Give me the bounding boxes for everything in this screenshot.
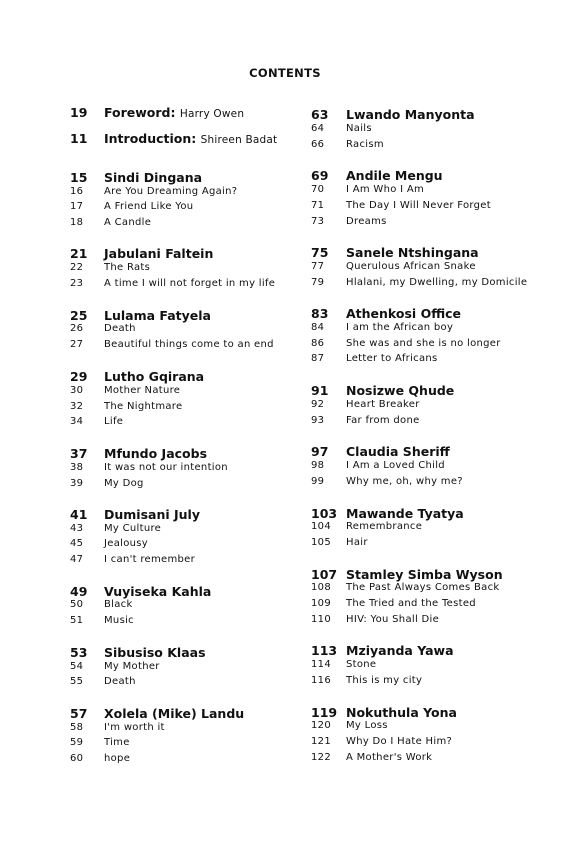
toc-label: Time bbox=[104, 737, 130, 748]
toc-page-number: 116 bbox=[311, 675, 331, 686]
toc-page-number: 30 bbox=[70, 385, 84, 396]
toc-label: I Am a Loved Child bbox=[346, 460, 445, 471]
toc-author-name bbox=[346, 444, 450, 459]
toc-label: Athenkosi Office bbox=[346, 306, 462, 321]
toc-author-name bbox=[346, 306, 461, 321]
toc-label: Nails bbox=[346, 123, 372, 134]
toc-page-number: 21 bbox=[70, 246, 88, 261]
toc-page-number: 119 bbox=[311, 705, 338, 720]
toc-author-name bbox=[104, 645, 206, 660]
toc-label: A Candle bbox=[104, 217, 152, 228]
toc-page-number: 58 bbox=[70, 722, 84, 733]
toc-poem-title bbox=[104, 478, 144, 490]
toc-page-number: 16 bbox=[70, 186, 84, 197]
toc-page-number: 79 bbox=[311, 277, 325, 288]
toc-author-name bbox=[104, 507, 200, 522]
toc-poem-title bbox=[346, 415, 420, 427]
toc-label: Sindi Dingana bbox=[104, 170, 203, 185]
toc-poem-title bbox=[346, 184, 424, 196]
toc-page-number: 110 bbox=[311, 614, 331, 625]
toc-label: Jealousy bbox=[104, 538, 148, 549]
toc-author-name bbox=[346, 383, 454, 398]
toc-poem-title bbox=[346, 139, 384, 151]
toc-page-number: 84 bbox=[311, 322, 325, 333]
toc-page-number: 55 bbox=[70, 676, 84, 687]
toc-page-number: 77 bbox=[311, 261, 325, 272]
toc-label: Lutho Gqirana bbox=[104, 369, 205, 384]
toc-poem-title bbox=[104, 737, 130, 749]
toc-author-name bbox=[346, 643, 454, 658]
toc-label: Are You Dreaming Again? bbox=[104, 186, 238, 197]
toc-label: My Loss bbox=[346, 720, 388, 731]
toc-page-number: 54 bbox=[70, 661, 84, 672]
toc-label: Jabulani Faltein bbox=[104, 246, 214, 261]
toc-label: The Nightmare bbox=[104, 401, 183, 412]
toc-label: Sanele Ntshingana bbox=[346, 245, 479, 260]
toc-page-number: 93 bbox=[311, 415, 325, 426]
toc-label: Hlalani, my Dwelling, my Domicile bbox=[346, 277, 528, 288]
toc-label: My Dog bbox=[104, 478, 144, 489]
toc-poem-title bbox=[346, 736, 452, 748]
toc-author-name bbox=[104, 131, 277, 148]
toc-label: It was not our intention bbox=[104, 462, 228, 473]
toc-poem-title bbox=[346, 460, 445, 472]
toc-poem-title bbox=[346, 476, 463, 488]
toc-author-name bbox=[346, 107, 475, 122]
toc-label: A Mother's Work bbox=[346, 752, 433, 763]
toc-label: Lwando Manyonta bbox=[346, 107, 475, 122]
toc-poem-title bbox=[104, 339, 274, 351]
toc-label: Mziyanda Yawa bbox=[346, 643, 454, 658]
toc-poem-title bbox=[104, 201, 193, 213]
toc-page-number: 104 bbox=[311, 521, 331, 532]
toc-label: I can't remember bbox=[104, 554, 196, 565]
toc-label: Nokuthula Yona bbox=[346, 705, 457, 720]
toc-poem-title bbox=[104, 676, 136, 688]
toc-poem-title bbox=[346, 277, 527, 289]
toc-page-number: 86 bbox=[311, 338, 325, 349]
toc-poem-title bbox=[104, 523, 161, 535]
toc-label: I Am Who I Am bbox=[346, 184, 425, 195]
toc-label: Xolela (Mike) Landu bbox=[104, 706, 245, 721]
toc-poem-title bbox=[104, 538, 148, 550]
toc-poem-title bbox=[346, 521, 422, 533]
toc-author-name bbox=[346, 168, 443, 183]
toc-author-name bbox=[104, 706, 244, 721]
toc-label: Vuyiseka Kahla bbox=[104, 584, 212, 599]
toc-page-number: 64 bbox=[311, 123, 325, 134]
toc-poem-title bbox=[346, 338, 501, 350]
toc-page-number: 63 bbox=[311, 107, 329, 122]
toc-label: Foreword: bbox=[104, 105, 176, 120]
toc-poem-title bbox=[346, 675, 422, 687]
toc-poem-title bbox=[346, 598, 476, 610]
toc-poem-title bbox=[346, 216, 387, 228]
toc-label: Introduction: bbox=[104, 131, 197, 146]
toc-poem-title bbox=[346, 614, 439, 626]
toc-label: I'm worth it bbox=[104, 722, 165, 733]
toc-author-name bbox=[346, 705, 457, 720]
toc-label: Mawande Tyatya bbox=[346, 506, 464, 521]
toc-page-number: 108 bbox=[311, 582, 331, 593]
toc-page-number: 114 bbox=[311, 659, 331, 670]
toc-label: A Friend Like You bbox=[104, 201, 194, 212]
toc-author-name bbox=[104, 369, 204, 384]
toc-page-number: 38 bbox=[70, 462, 84, 473]
toc-poem-title bbox=[104, 462, 228, 474]
toc-label: Far from done bbox=[346, 415, 420, 426]
toc-poem-title bbox=[104, 262, 150, 274]
toc-page-number: 23 bbox=[70, 278, 84, 289]
toc-poem-title bbox=[346, 537, 368, 549]
toc-author-name bbox=[104, 584, 211, 599]
toc-poem-title bbox=[104, 278, 275, 290]
toc-author-name bbox=[104, 246, 213, 261]
page-title: CONTENTS bbox=[249, 66, 321, 80]
toc-page-number: 11 bbox=[70, 131, 88, 146]
toc-page-number: 45 bbox=[70, 538, 84, 549]
toc-label: Mother Nature bbox=[104, 385, 181, 396]
toc-page-number: 107 bbox=[311, 567, 338, 582]
toc-poem-title bbox=[346, 200, 491, 212]
toc-label: I am the African boy bbox=[346, 322, 454, 333]
toc-label: A time I will not forget in my life bbox=[104, 278, 276, 289]
toc-label: Life bbox=[104, 416, 124, 427]
toc-label: Remembrance bbox=[346, 521, 423, 532]
toc-label: Music bbox=[104, 615, 134, 626]
toc-label: Stamley Simba Wyson bbox=[346, 567, 503, 582]
toc-page-number: 69 bbox=[311, 168, 329, 183]
toc-page-number: 103 bbox=[311, 506, 338, 521]
toc-label: Stone bbox=[346, 659, 377, 670]
toc-page-number: 60 bbox=[70, 753, 84, 764]
toc-section-author: Shireen Badat bbox=[200, 134, 278, 146]
toc-page-number: 29 bbox=[70, 369, 88, 384]
toc-page-number: 66 bbox=[311, 139, 325, 150]
toc-author-name bbox=[104, 170, 202, 185]
toc-label: The Rats bbox=[104, 262, 151, 273]
toc-label: Sibusiso Klaas bbox=[104, 645, 206, 660]
toc-poem-title bbox=[346, 582, 500, 594]
toc-label: The Tried and the Tested bbox=[346, 598, 476, 609]
toc-page-number: 59 bbox=[70, 737, 84, 748]
toc-page-number: 120 bbox=[311, 720, 331, 731]
toc-label: Claudia Sheriff bbox=[346, 444, 450, 459]
toc-label: My Culture bbox=[104, 523, 162, 534]
toc-poem-title bbox=[104, 554, 195, 566]
toc-label: Death bbox=[104, 676, 136, 687]
toc-poem-title bbox=[104, 186, 237, 198]
toc-poem-title bbox=[104, 661, 160, 673]
toc-page-number: 99 bbox=[311, 476, 325, 487]
toc-label: The Day I Will Never Forget bbox=[346, 200, 491, 211]
toc-section-author: Harry Owen bbox=[179, 108, 245, 120]
toc-page-number: 47 bbox=[70, 554, 84, 565]
toc-poem-title bbox=[104, 722, 165, 734]
toc-poem-title bbox=[104, 615, 134, 627]
toc-page-number: 87 bbox=[311, 353, 325, 364]
toc-poem-title bbox=[104, 385, 180, 397]
toc-page-number: 19 bbox=[70, 105, 88, 120]
toc-poem-title bbox=[346, 261, 476, 273]
toc-author-name bbox=[104, 308, 211, 323]
toc-page-number: 113 bbox=[311, 643, 338, 658]
toc-label: Why Do I Hate Him? bbox=[346, 736, 453, 747]
toc-label: Black bbox=[104, 599, 133, 610]
toc-poem-title bbox=[346, 353, 438, 365]
toc-page-number: 15 bbox=[70, 170, 88, 185]
toc-label: Mfundo Jacobs bbox=[104, 446, 208, 461]
toc-poem-title bbox=[346, 659, 376, 671]
toc-poem-title bbox=[104, 401, 182, 413]
toc-page-number: 70 bbox=[311, 184, 325, 195]
toc-label: Letter to Africans bbox=[346, 353, 438, 364]
toc-page-number: 53 bbox=[70, 645, 88, 660]
toc-author-name bbox=[346, 506, 464, 521]
toc-page-number: 75 bbox=[311, 245, 329, 260]
toc-poem-title bbox=[104, 753, 130, 765]
toc-label: hope bbox=[104, 753, 131, 764]
toc-poem-title bbox=[346, 720, 388, 732]
toc-poem-title bbox=[104, 217, 151, 229]
toc-author-name bbox=[346, 245, 479, 260]
toc-poem-title bbox=[346, 399, 420, 411]
toc-label: Death bbox=[104, 323, 136, 334]
toc-page-number: 109 bbox=[311, 598, 331, 609]
toc-poem-title bbox=[346, 752, 432, 764]
toc-label: Dreams bbox=[346, 216, 387, 227]
toc-page-number: 41 bbox=[70, 507, 88, 522]
toc-label: Beautiful things come to an end bbox=[104, 339, 274, 350]
toc-page-number: 49 bbox=[70, 584, 88, 599]
toc-poem-title bbox=[346, 322, 453, 334]
toc-page-number: 51 bbox=[70, 615, 84, 626]
toc-label: Hair bbox=[346, 537, 368, 548]
toc-poem-title bbox=[104, 599, 133, 611]
toc-label: The Past Always Comes Back bbox=[346, 582, 500, 593]
toc-page-number: 71 bbox=[311, 200, 325, 211]
toc-page-number: 37 bbox=[70, 446, 88, 461]
toc-label: Racism bbox=[346, 139, 384, 150]
toc-page-number: 91 bbox=[311, 383, 329, 398]
toc-author-name bbox=[104, 105, 244, 122]
toc-page-number: 26 bbox=[70, 323, 84, 334]
toc-page-number: 17 bbox=[70, 201, 84, 212]
toc-page-number: 27 bbox=[70, 339, 84, 350]
toc-label: Lulama Fatyela bbox=[104, 308, 211, 323]
toc-label: HIV: You Shall Die bbox=[346, 614, 440, 625]
toc-page-number: 32 bbox=[70, 401, 84, 412]
toc-page-number: 39 bbox=[70, 478, 84, 489]
toc-page-number: 73 bbox=[311, 216, 325, 227]
toc-poem-title bbox=[104, 323, 136, 335]
toc-page-number: 122 bbox=[311, 752, 331, 763]
toc-poem-title bbox=[104, 416, 123, 428]
toc-page-number: 97 bbox=[311, 444, 329, 459]
toc-page-number: 92 bbox=[311, 399, 325, 410]
toc-label: Andile Mengu bbox=[346, 168, 443, 183]
toc-label: Dumisani July bbox=[104, 507, 200, 522]
toc-page-number: 83 bbox=[311, 306, 329, 321]
toc-poem-title bbox=[346, 123, 372, 135]
toc-author-name bbox=[346, 567, 503, 582]
toc-page-number: 57 bbox=[70, 706, 88, 721]
toc-page-number: 18 bbox=[70, 217, 84, 228]
toc-page-number: 22 bbox=[70, 262, 84, 273]
toc-page-number: 98 bbox=[311, 460, 325, 471]
toc-page-number: 25 bbox=[70, 308, 88, 323]
toc-page-number: 121 bbox=[311, 736, 331, 747]
toc-page-number: 105 bbox=[311, 537, 331, 548]
toc-label: Heart Breaker bbox=[346, 399, 420, 410]
toc-label: This is my city bbox=[346, 675, 423, 686]
toc-label: She was and she is no longer bbox=[346, 338, 501, 349]
toc-author-name bbox=[104, 446, 207, 461]
toc-page-number: 50 bbox=[70, 599, 84, 610]
toc-label: Nosizwe Qhude bbox=[346, 383, 455, 398]
toc-label: My Mother bbox=[104, 661, 160, 672]
toc-page-number: 34 bbox=[70, 416, 84, 427]
toc-page-number: 43 bbox=[70, 523, 84, 534]
toc-label: Querulous African Snake bbox=[346, 261, 476, 272]
toc-label: Why me, oh, why me? bbox=[346, 476, 463, 487]
